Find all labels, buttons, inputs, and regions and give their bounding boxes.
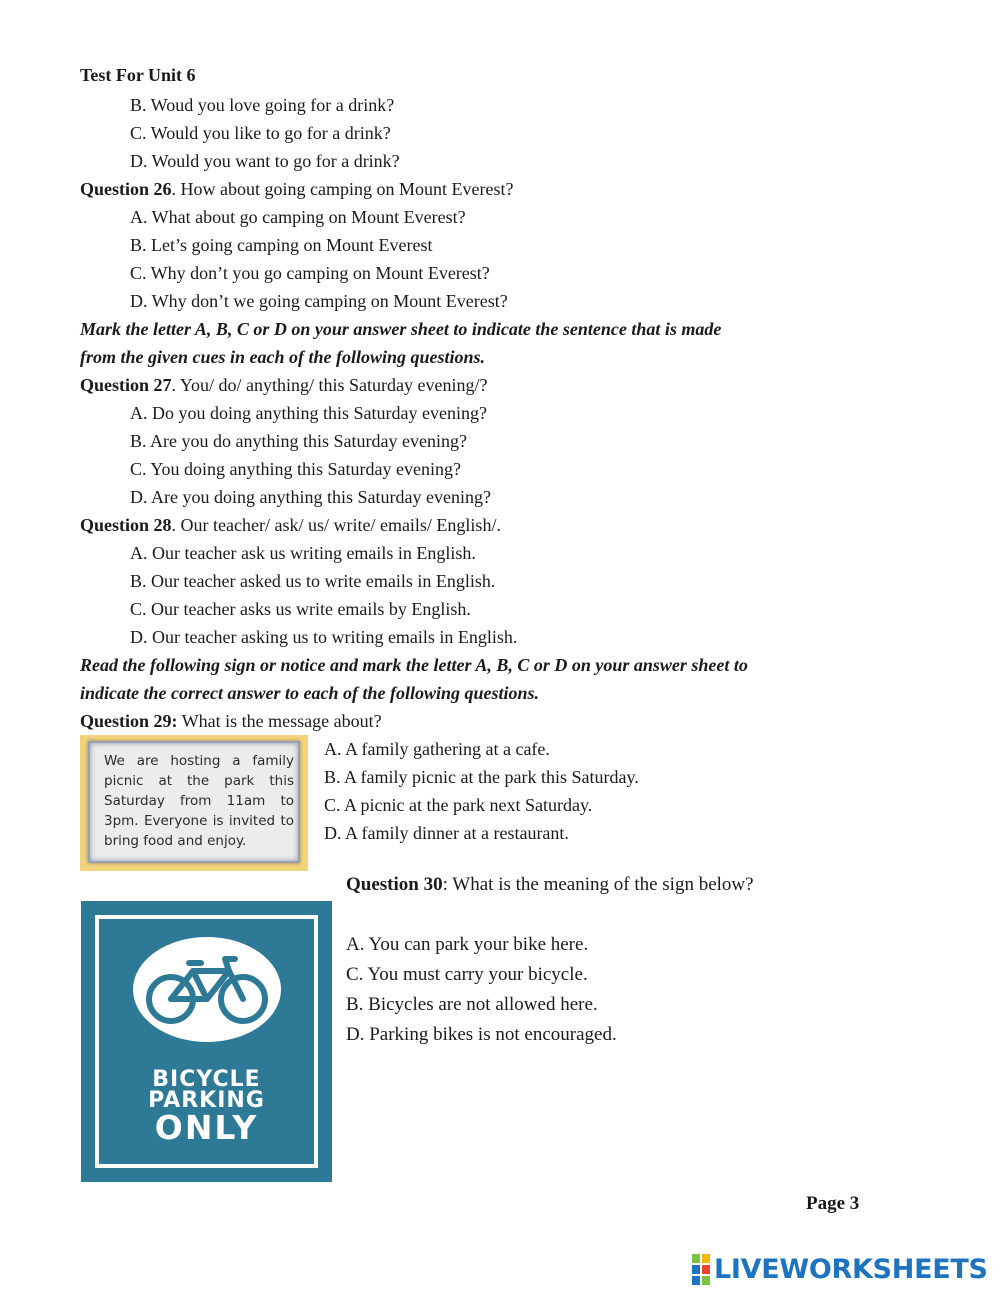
page-number: Page 3 — [806, 1193, 860, 1214]
sign-text-line-1: BICYCLE — [152, 1067, 261, 1092]
question-29-label: Question 29: — [80, 711, 178, 731]
question-29 — [80, 710, 382, 732]
question-26-label: Question 26 — [80, 179, 172, 199]
instruction-1-line-2: from the given cues in each of the following questions. — [80, 347, 486, 367]
q25-option-d[interactable]: D. Would you want to go for a drink? — [130, 151, 400, 171]
q30-option-c[interactable]: C. You must carry your bicycle. — [346, 964, 588, 985]
q29-option-c[interactable]: C. A picnic at the park next Saturday. — [324, 795, 593, 815]
question-28-text: . Our teacher/ ask/ us/ write/ emails/ English/. — [171, 515, 501, 535]
q25-option-c[interactable]: C. Would you like to go for a drink? — [130, 123, 391, 143]
q27-option-b[interactable]: B. Are you do anything this Saturday evening? — [130, 431, 467, 451]
q26-option-d[interactable]: D. Why don’t we going camping on Mount Everest? — [130, 291, 508, 311]
liveworksheets-brand[interactable] — [692, 1252, 988, 1286]
q26-option-a[interactable]: A. What about go camping on Mount Everest? — [130, 207, 466, 227]
question-27-label: Question 27 — [80, 375, 172, 395]
q28-option-b[interactable]: B. Our teacher asked us to write emails in English. — [130, 571, 496, 591]
notice-text: We are hosting a family picnic at the park this Saturday from 11am to 3pm. Everyone is invited to bring food and enjoy. — [104, 753, 294, 849]
question-26-text: . How about going camping on Mount Everest? — [171, 179, 514, 199]
question-30 — [346, 874, 754, 896]
q29-option-d[interactable]: D. A family dinner at a restaurant. — [324, 823, 569, 843]
notice-image — [80, 735, 308, 871]
sign-text-line-2: PARKING — [148, 1088, 265, 1113]
q30-option-b[interactable]: B. Bicycles are not allowed here. — [346, 994, 598, 1015]
q30-option-d[interactable]: D. Parking bikes is not encouraged. — [346, 1024, 617, 1045]
question-27 — [80, 374, 488, 396]
instruction-2-line-2: indicate the correct answer to each of the following questions. — [80, 683, 540, 703]
page-header: Test For Unit 6 — [80, 65, 196, 85]
sign-text-line-3: ONLY — [154, 1108, 259, 1147]
question-27-text: . You/ do/ anything/ this Saturday evening/? — [171, 375, 488, 395]
bicycle-icon — [133, 937, 281, 1042]
q28-option-c[interactable]: C. Our teacher asks us write emails by English. — [130, 599, 471, 619]
q30-option-a[interactable]: A. You can park your bike here. — [346, 934, 589, 955]
question-28 — [80, 514, 501, 536]
instruction-1-line-1: Mark the letter A, B, C or D on your answer sheet to indicate the sentence that is made — [80, 319, 722, 339]
question-26 — [80, 178, 513, 200]
notice-card — [88, 741, 300, 863]
q29-option-b[interactable]: B. A family picnic at the park this Saturday. — [324, 767, 639, 787]
sign-oval — [133, 937, 281, 1042]
q27-option-d[interactable]: D. Are you doing anything this Saturday evening? — [130, 487, 491, 507]
question-30-text: : What is the meaning of the sign below? — [442, 874, 754, 895]
question-29-text: What is the message about? — [177, 711, 382, 731]
q27-option-c[interactable]: C. You doing anything this Saturday evening? — [130, 459, 461, 479]
q25-option-b[interactable]: B. Woud you love going for a drink? — [130, 95, 395, 115]
brand-name: LIVEWORKSHEETS — [714, 1253, 988, 1285]
q26-option-c[interactable]: C. Why don’t you go camping on Mount Everest? — [130, 263, 490, 283]
q29-option-a[interactable]: A. A family gathering at a cafe. — [324, 739, 550, 759]
liveworksheets-logo-icon — [692, 1254, 710, 1285]
q26-option-b[interactable]: B. Let’s going camping on Mount Everest — [130, 235, 433, 255]
question-30-label: Question 30 — [346, 874, 443, 895]
q28-option-d[interactable]: D. Our teacher asking us to writing emails in English. — [130, 627, 518, 647]
bicycle-parking-sign — [81, 901, 332, 1182]
q28-option-a[interactable]: A. Our teacher ask us writing emails in English. — [130, 543, 476, 563]
question-28-label: Question 28 — [80, 515, 172, 535]
instruction-2-line-1: Read the following sign or notice and mark the letter A, B, C or D on your answer sheet to — [80, 655, 748, 675]
q27-option-a[interactable]: A. Do you doing anything this Saturday evening? — [130, 403, 487, 423]
